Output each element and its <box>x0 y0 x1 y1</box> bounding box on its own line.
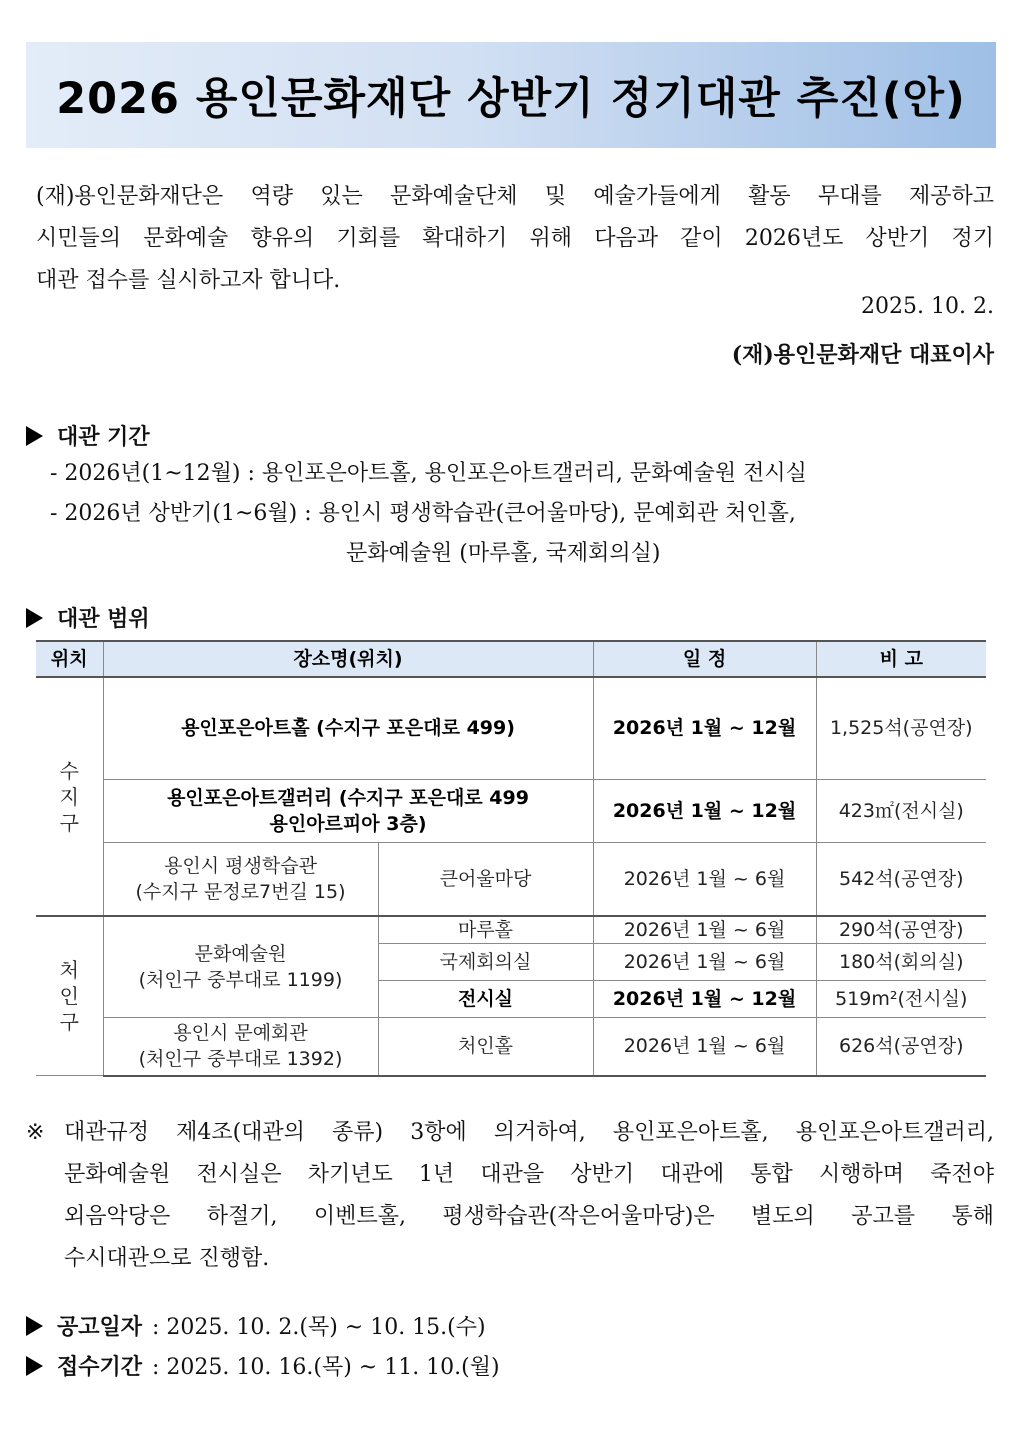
note-gallery: 423㎡(전시실) <box>816 779 986 842</box>
place-gallery <box>103 779 593 842</box>
header-location: 위치 <box>36 641 103 677</box>
date-arthall: 2026년 1월 ~ 12월 <box>593 677 816 779</box>
table-header-row <box>36 641 986 677</box>
district-cheoin: 처 인 구 <box>36 916 103 1076</box>
place-munye <box>103 1018 378 1076</box>
date-gallery: 2026년 1월 ~ 12월 <box>593 779 816 842</box>
note-arthall: 1,525석(공연장) <box>816 677 986 779</box>
place-gallery-line-1: 용인포은아트갤러리 (수지구 포은대로 499 <box>167 786 529 809</box>
page-title: 2026 용인문화재단 상반기 정기대관 추진(안) <box>56 73 966 124</box>
sub-learning: 큰어울마당 <box>378 842 593 916</box>
sub-maru: 마루홀 <box>378 916 593 944</box>
header-remarks: 비 고 <box>816 641 986 677</box>
date-maru: 2026년 1월 ~ 6월 <box>593 916 816 944</box>
period-line-3: 문화예술원 (마루홀, 국제회의실) <box>346 541 661 566</box>
place-munye-line-2: (처인구 중부대로 1392) <box>138 1048 343 1071</box>
triangle-bullet-icon <box>26 608 43 628</box>
intro-paragraph <box>36 176 994 302</box>
intro-line-1: (재)용인문화재단은 역량 있는 문화예술단체 및 예술가들에게 활동 무대를 제공하고 <box>36 184 994 209</box>
period-line-2: - 2026년 상반기(1~6월) : 용인시 평생학습관(큰어울마당), 문예회관 처인홀, <box>50 501 796 526</box>
remark-line-4: 수시대관으로 진행함. <box>64 1246 270 1271</box>
place-learning-line-2: (수지구 문정로7번길 15) <box>135 880 346 903</box>
receipt-value: : 2025. 10. 16.(목) ~ 11. 10.(월) <box>152 1355 500 1380</box>
table-row <box>36 916 986 944</box>
section-scope-label: 대관 범위 <box>57 606 150 632</box>
period-line-1: - 2026년(1~12월) : 용인포은아트홀, 용인포은아트갤러리, 문화예술원 전시실 <box>50 461 807 486</box>
table-row <box>36 677 986 779</box>
date-munye: 2026년 1월 ~ 6월 <box>593 1018 816 1076</box>
triangle-bullet-icon <box>26 426 43 446</box>
remark-line-2: 문화예술원 전시실은 차기년도 1년 대관을 상반기 대관에 통합 시행하며 죽전야 <box>64 1162 994 1187</box>
table-row <box>36 779 986 842</box>
place-learning-line-1: 용인시 평생학습관 <box>164 854 317 877</box>
note-learning: 542석(공연장) <box>816 842 986 916</box>
section-period-heading <box>26 420 150 451</box>
sub-munye: 처인홀 <box>378 1018 593 1076</box>
note-munye: 626석(공연장) <box>816 1018 986 1076</box>
date-learning: 2026년 1월 ~ 6월 <box>593 842 816 916</box>
place-culture <box>103 916 378 1018</box>
place-culture-line-1: 문화예술원 <box>194 943 287 965</box>
section-period-label: 대관 기간 <box>57 424 150 450</box>
venue-table <box>36 640 986 1077</box>
remark-line-3: 외음악당은 하절기, 이벤트홀, 평생학습관(작은어울마당)은 별도의 공고를 통해 <box>64 1204 994 1229</box>
triangle-bullet-icon <box>26 1356 43 1376</box>
reference-mark: ※ <box>26 1120 45 1145</box>
receipt-period <box>26 1350 500 1381</box>
title-banner <box>26 42 996 148</box>
note-exhibit: 519m²(전시실) <box>816 981 986 1018</box>
note-conf: 180석(회의실) <box>816 944 986 981</box>
announce-value: : 2025. 10. 2.(목) ~ 10. 15.(수) <box>152 1315 486 1340</box>
intro-line-2: 시민들의 문화예술 향유의 기회를 확대하기 위해 다음과 같이 2026년도 상반기 정기 <box>36 226 994 251</box>
table-row <box>36 842 986 916</box>
header-place: 장소명(위치) <box>103 641 593 677</box>
notice-remark <box>26 1112 994 1280</box>
remark-line-1: 대관규정 제4조(대관의 종류) 3항에 의거하여, 용인포은아트홀, 용인포은아트갤러리, <box>64 1120 994 1145</box>
announce-period <box>26 1310 486 1341</box>
notice-issuer: (재)용인문화재단 대표이사 <box>731 342 994 368</box>
sub-exhibit: 전시실 <box>378 981 593 1018</box>
triangle-bullet-icon <box>26 1316 43 1336</box>
notice-date: 2025. 10. 2. <box>861 294 994 319</box>
intro-line-3: 대관 접수를 실시하고자 합니다. <box>36 268 341 293</box>
header-schedule: 일 정 <box>593 641 816 677</box>
section-scope-heading <box>26 602 150 633</box>
sub-conf: 국제회의실 <box>378 944 593 981</box>
district-suji: 수 지 구 <box>36 677 103 916</box>
place-learning <box>103 842 378 916</box>
place-gallery-line-2: 용인아르피아 3층) <box>269 812 427 835</box>
table-row <box>36 1018 986 1076</box>
place-munye-line-1: 용인시 문예회관 <box>173 1022 308 1045</box>
note-maru: 290석(공연장) <box>816 916 986 944</box>
receipt-label: 접수기간 <box>57 1354 143 1380</box>
date-conf: 2026년 1월 ~ 6월 <box>593 944 816 981</box>
date-exhibit: 2026년 1월 ~ 12월 <box>593 981 816 1018</box>
announce-label: 공고일자 <box>57 1314 143 1340</box>
place-arthall: 용인포은아트홀 (수지구 포은대로 499) <box>103 677 593 779</box>
place-culture-line-2: (처인구 중부대로 1199) <box>138 969 343 991</box>
